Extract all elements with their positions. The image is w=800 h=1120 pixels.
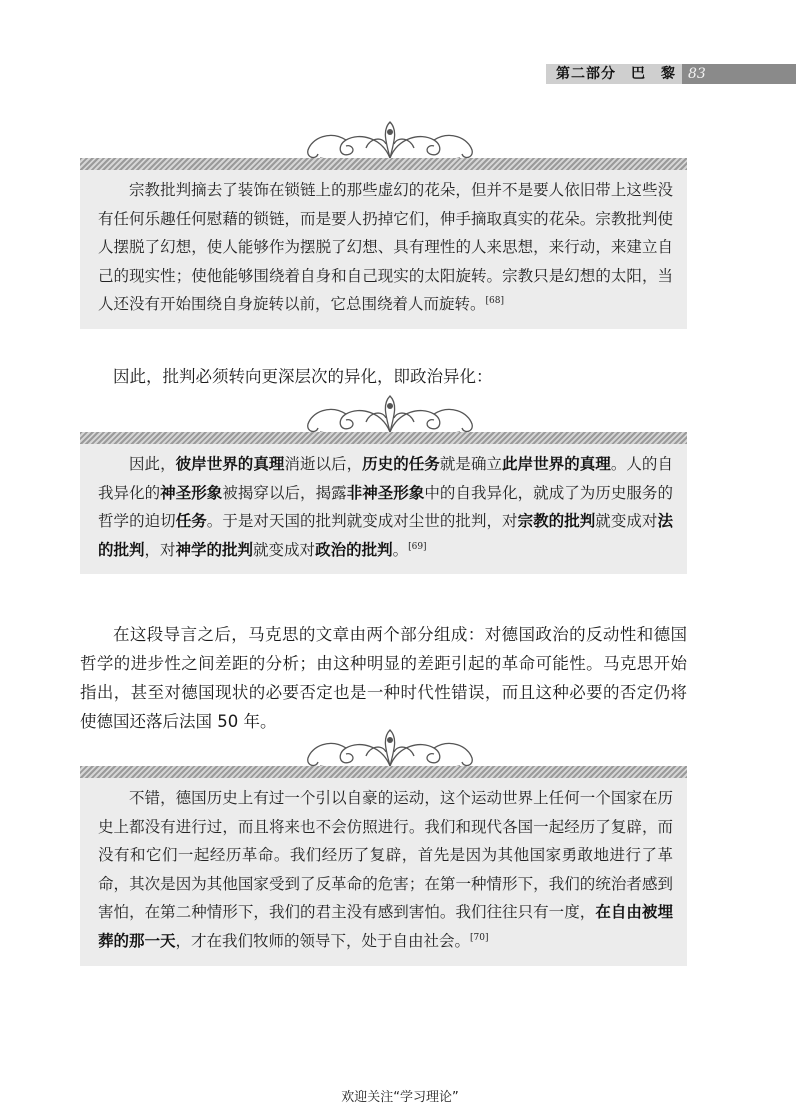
quote-text: 不错，德国历史上有过一个引以自豪的运动，这个运动世界上任何一个国家在历史上都没有进行过，而且将来也不会仿照进行。我们和现代各国一起经历了复辟，而没有和它们一起经历革命。我们经历了复辟，首先是因为其他国家勇敢地进行了革命，其次是因为其他国家受到了反革命的危害；在第一种情形下，我们的统治者感到害怕，在第二种情形下，我们的君主没有感到害怕。我们往往只有一度，在自由被埋葬的那一天，才在我们牧师的领导下，处于自由社会。[70] <box>98 789 673 950</box>
quote-text: 宗教批判摘去了装饰在锁链上的那些虚幻的花朵，但并不是要人依旧带上这些没有任何乐趣任何慰藉的锁链，而是要人扔掉它们，伸手摘取真实的花朵。宗教批判使人摆脱了幻想，使人能够作为摆脱了幻想、具有理性的人来思想，来行动，来建立自己的现实性；使他能够围绕着自身和自己现实的太阳旋转。宗教只是幻想的太阳，当人还没有开始围绕自身旋转以前，它总围绕着人而旋转。[68] <box>98 181 673 314</box>
part-title: 第二部分 巴 黎 <box>546 64 682 84</box>
quote-block-1 <box>80 158 687 329</box>
body-paragraph: 在这段导言之后，马克思的文章由两个部分组成：对德国政治的反动性和德国哲学的进步性之间差距的分析；由这种明显的差距引起的革命可能性。马克思开始指出，甚至对德国现状的必要否定也是一种时代性错误，而且这种必要的否定仍将使德国还落后法国 50 年。 <box>80 625 687 731</box>
body-paragraph: 因此，批判必须转向更深层次的异化，即政治异化： <box>113 367 493 386</box>
footnote-ref: [70] <box>470 932 489 943</box>
footnote-ref: [68] <box>485 296 504 307</box>
footnote-ref: [69] <box>408 541 427 552</box>
hatched-band <box>80 158 687 170</box>
quote-text: 因此，彼岸世界的真理消逝以后，历史的任务就是确立此岸世界的真理。人的自我异化的神圣形象被揭穿以后，揭露非神圣形象中的自我异化，就成了为历史服务的哲学的迫切任务。于是对天国的批判就变成对尘世的批判，对宗教的批判就变成对法的批判，对神学的批判就变成对政治的批判。[69] <box>98 455 673 559</box>
page-number: 83 <box>682 64 796 84</box>
running-header <box>546 64 796 84</box>
hatched-band <box>80 766 687 778</box>
hatched-band <box>80 432 687 444</box>
page-footer: 欢迎关注“学习理论” <box>341 1090 459 1105</box>
quote-block-3 <box>80 766 687 966</box>
quote-block-2 <box>80 432 687 574</box>
